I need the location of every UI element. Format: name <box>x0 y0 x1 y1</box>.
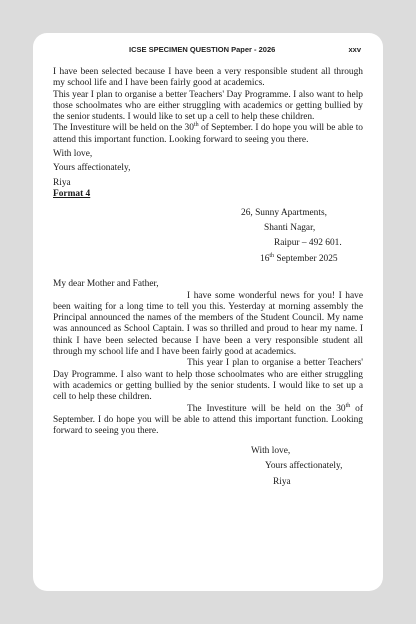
letter2-text: of September. I do hope you will be able to attend this important function. Looking forward to seeing you there. <box>53 403 363 437</box>
letter1-name: Riya <box>53 177 71 188</box>
letter1-text: of September. I do hope you will be able to attend this important function. Looking forward to seeing you there. <box>53 123 363 145</box>
letter2-paragraph: This year I plan to organise a better Teachers' Day Programme. I also want to help those schoolmates who are either struggling with academics or getting bullied by the senior students. I would like to set up a cell to help these children. <box>53 358 363 403</box>
letter1-paragraph <box>53 123 363 146</box>
salutation: My dear Mother and Father, <box>53 279 159 290</box>
date-day: 16 <box>260 254 270 265</box>
letter1-sign-off: Yours affectionately, <box>53 163 131 174</box>
letter1-paragraph: This year I plan to organise a better Teachers' Day Programme. I also want to help those schoolmates who are either struggling with academics or getting bullied by the senior students. I would like to set up a cell to help these children. <box>53 89 363 123</box>
address-line: Raipur – 492 601. <box>274 238 342 249</box>
address-line: Shanti Nagar, <box>264 223 316 234</box>
date-month-year: September 2025 <box>274 254 338 265</box>
page-number: xxv <box>348 45 361 54</box>
letter2-paragraph <box>53 404 363 438</box>
document-page <box>33 33 383 591</box>
address-line: 26, Sunny Apartments, <box>241 208 327 219</box>
header-title: ICSE SPECIMEN QUESTION Paper - 2026 <box>129 45 276 54</box>
letter2-name: Riya <box>273 477 291 488</box>
letter1-superscript: th <box>193 122 199 129</box>
letter-date <box>260 254 338 265</box>
letter2-paragraph: I have some wonderful news for you! I have been waiting for a long time to tell you this. Yesterday at morning assembly the Principal announced the names of the members of the Student Council. My name was announced as School Captain. I was so thrilled and proud to hear my name. I think I have been selected because I have been a very responsible student all through my school life and I have been fairly good at academics. <box>53 290 363 358</box>
letter2-closing: With love, <box>251 446 291 457</box>
letter2-superscript: th <box>345 402 351 409</box>
letter1-closing: With love, <box>53 149 93 160</box>
page-body <box>53 67 363 494</box>
letter2-closing-block <box>53 446 363 494</box>
letter1-text: The Investiture will be held on the 30 <box>53 123 194 134</box>
letter2-text: The Investiture will be held on the 30 <box>187 403 346 414</box>
date-superscript: th <box>269 253 275 260</box>
sender-address <box>53 208 363 272</box>
letter1-paragraph: I have been selected because I have been a very responsible student all through my school life and I have been fairly good at academics. <box>53 67 363 89</box>
letter2-sign-off: Yours affectionately, <box>265 461 343 472</box>
format-heading: Format 4 <box>53 188 91 199</box>
